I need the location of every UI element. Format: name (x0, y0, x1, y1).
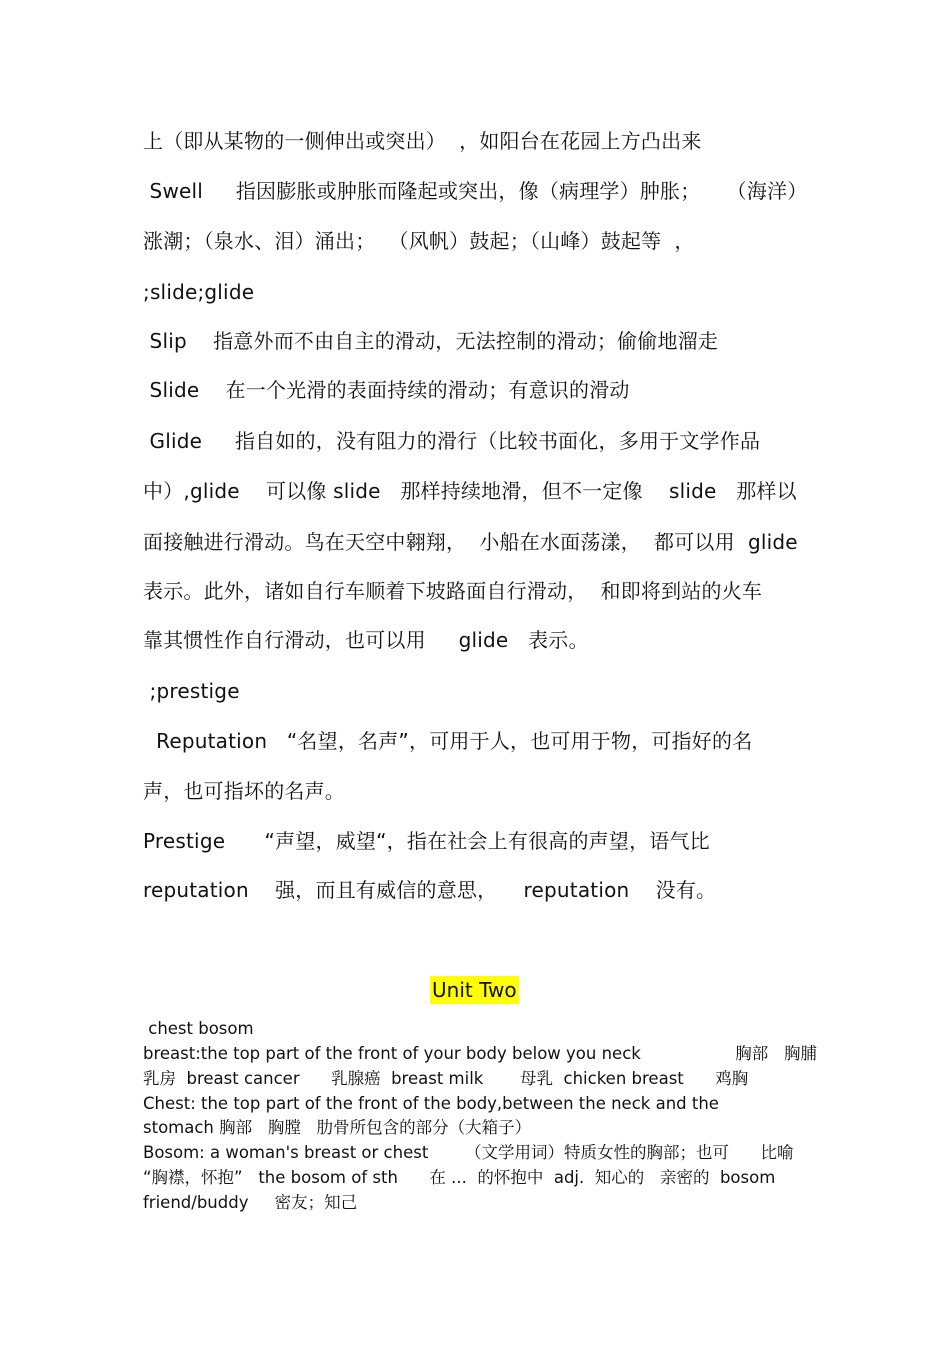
unit-title: Unit Two (432, 978, 517, 1002)
text-line: Prestige “声望，威望“，指在社会上有很高的声望，语气比 (143, 829, 710, 853)
text-line: Bosom: a woman's breast or chest （文学用词）特质女性的胸部；也可 比喻 (143, 1143, 794, 1162)
text-line: 涨潮；（泉水、泪）涌出； （风帆）鼓起；（山峰）鼓起等 ， (143, 229, 695, 253)
text-line: breast:the top part of the front of your body below you neck 胸部 胸脯 (143, 1044, 817, 1063)
text-line: 上（即从某物的一侧伸出或突出） ，如阳台在花园上方凸出来 (143, 129, 702, 153)
text-line: 中）,glide 可以像 slide 那样持续地滑，但不一定像 slide 那样以 (143, 479, 797, 503)
text-line: “胸襟，怀抱” the bosom of sth 在 ... 的怀抱中 adj. 知心的 亲密的 bosom (143, 1168, 776, 1187)
text-line: 面接触进行滑动。鸟在天空中翱翔， 小船在水面荡漾， 都可以用 glide (143, 530, 798, 554)
text-line: 乳房 breast cancer 乳腺癌 breast milk 母乳 chicken breast 鸡胸 (143, 1069, 749, 1088)
text-line: ;slide;glide (143, 280, 255, 304)
text-line: stomach 胸部 胸膛 肋骨所包含的部分（大箱子） (143, 1118, 532, 1137)
text-line: Slide 在一个光滑的表面持续的滑动；有意识的滑动 (143, 378, 630, 402)
text-line: 表示。此外，诸如自行车顺着下坡路面自行滑动， 和即将到站的火车 (143, 579, 763, 603)
text-line: 声，也可指坏的名声。 (143, 779, 345, 803)
text-line: Chest: the top part of the front of the body,between the neck and the (143, 1094, 719, 1113)
text-line: Reputation “名望，名声”，可用于人，也可用于物，可指好的名 (143, 729, 753, 753)
text-line: Swell 指因膨胀或肿胀而隆起或突出，像（病理学）肿胀； （海洋） (143, 179, 808, 203)
text-line: Slip 指意外而不由自主的滑动，无法控制的滑动；偷偷地溜走 (143, 329, 719, 353)
text-line: reputation 强，而且有威信的意思， reputation 没有。 (143, 878, 717, 902)
text-line: Glide 指自如的，没有阻力的滑行（比较书面化，多用于文学作品 (143, 429, 761, 453)
text-line: chest bosom (143, 1019, 254, 1038)
text-line: 靠其惯性作自行滑动，也可以用 glide 表示。 (143, 628, 589, 652)
text-line: friend/buddy 密友；知己 (143, 1193, 358, 1212)
text-line: ;prestige (143, 679, 240, 703)
